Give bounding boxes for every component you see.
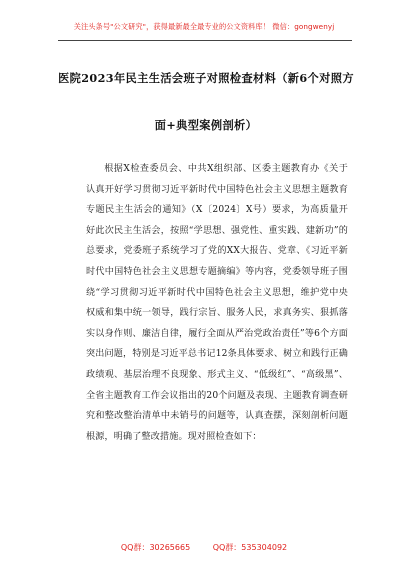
header-divider: [58, 40, 352, 41]
footer-contact: [0, 542, 408, 553]
document-title-line1: 医院2023年民主生活会班子对照检查材料（新6个对照方: [58, 71, 354, 85]
footer-qq-group-2: QQ群：535304092: [212, 543, 288, 552]
document-title-line2: 面+典型案例剖析）: [154, 118, 258, 132]
document-body: [86, 159, 348, 447]
footer-qq-group-1: QQ群：30265665: [120, 543, 191, 552]
body-paragraph: 根据X检查委员会、中共X组织部、区委主题教育办《关于认真开好学习贯彻习近平新时代中国特色社会主义思想主题教育专题民主生活会的通知》（X〔2024〕X号）要求，为高质量开好此次民主生活会，按照“学思想、强党性、重实践、建新功”的总要求，党委班子系统学习了党的XX大报告、党章、《习近平新时代中国特色社会主义思想专题摘编》等内容，党委领导班子围绕“学习贯彻习近平新时代中国特色社会主义思想，维护党中央权威和集中统一领导，践行宗旨、服务人民，求真务实、狠抓落实以身作则、廉洁自律，履行全面从严治党政治责任”等6个方面突出问题，特别是习近平总书记12条具体要求、树立和践行正确政绩观、基层治理不良现象、形式主义、“低级红”、“高级黑”、全省主题教育工作会议指出的20个问题及表现、主题教育调查研究和整改整治清单中未销号的问题等，认真查摆，深刻剖析问题根源，明确了整改措施。现对照检查如下：: [86, 164, 348, 442]
header-banner: 关注头条号"公文研究"，获得最新最全最专业的公文资料库！ 微信：gongwenyj: [73, 22, 335, 31]
